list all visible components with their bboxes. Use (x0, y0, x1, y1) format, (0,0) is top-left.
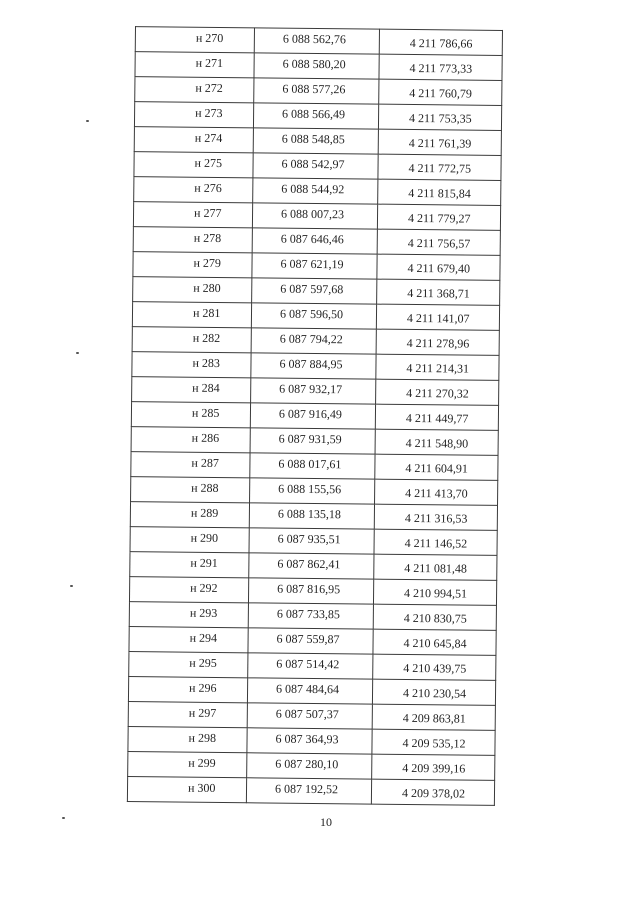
x-coordinate-cell (249, 503, 374, 529)
x-coordinate-text: 6 088 548,85 (281, 131, 345, 147)
x-coordinate-cell (253, 128, 378, 154)
y-coordinate-cell (372, 754, 495, 780)
x-coordinate-cell (247, 753, 372, 779)
x-coordinate-text: 6 087 514,42 (276, 656, 340, 672)
y-coordinate-text: 4 211 679,40 (407, 260, 471, 276)
x-coordinate-cell (253, 103, 378, 129)
x-coordinate-text: 6 088 577,26 (282, 81, 346, 97)
point-id-cell (131, 477, 250, 503)
point-id-cell (130, 552, 249, 578)
point-id-cell (128, 702, 247, 728)
x-coordinate-text: 6 087 597,68 (280, 281, 344, 297)
table-row (129, 652, 496, 681)
scan-speck (76, 352, 79, 354)
point-id-text: н 270 (195, 30, 224, 46)
x-coordinate-cell (254, 78, 379, 104)
point-id-text: н 281 (192, 305, 221, 321)
coordinates-table-wrapper (127, 26, 499, 806)
x-coordinate-text: 6 087 931,59 (278, 431, 342, 447)
point-id-text: н 292 (190, 580, 218, 595)
y-coordinate-text: 4 210 994,51 (404, 585, 468, 601)
y-coordinate-cell (372, 704, 495, 730)
y-coordinate-cell (379, 54, 502, 80)
y-coordinate-cell (376, 304, 499, 330)
y-coordinate-text: 4 211 772,75 (408, 160, 472, 176)
point-id-cell (130, 502, 249, 528)
y-coordinate-cell (376, 354, 499, 380)
y-coordinate-text: 4 211 815,84 (408, 185, 471, 201)
table-row (130, 552, 497, 581)
table-row (134, 127, 501, 156)
x-coordinate-cell (248, 603, 373, 629)
point-id-text: н 290 (190, 530, 219, 545)
table-row (131, 427, 498, 456)
point-id-cell (128, 727, 247, 753)
x-coordinate-text: 6 088 135,18 (277, 506, 341, 522)
x-coordinate-text: 6 087 559,87 (276, 631, 340, 647)
y-coordinate-text: 4 209 399,16 (402, 760, 466, 776)
point-id-text: н 284 (192, 380, 220, 395)
table-row (133, 227, 500, 256)
x-coordinate-text: 6 087 932,17 (279, 381, 343, 397)
x-coordinate-cell (250, 403, 375, 429)
y-coordinate-cell (374, 504, 497, 530)
point-id-cell (133, 227, 252, 253)
point-id-text: н 276 (194, 180, 222, 196)
page-number: 10 (320, 815, 332, 829)
x-coordinate-text: 6 087 935,51 (277, 531, 341, 547)
table-row (129, 627, 496, 656)
y-coordinate-cell (372, 679, 495, 705)
y-coordinate-text: 4 211 316,53 (404, 510, 468, 526)
table-row (130, 527, 497, 556)
x-coordinate-cell (247, 728, 372, 754)
x-coordinate-cell (247, 678, 372, 704)
y-coordinate-text: 4 211 761,39 (408, 135, 472, 151)
x-coordinate-cell (246, 778, 371, 804)
point-id-text: н 277 (193, 205, 222, 221)
x-coordinate-text: 6 087 884,95 (279, 356, 343, 372)
x-coordinate-text: 6 087 484,64 (276, 681, 340, 697)
x-coordinate-text: 6 087 507,37 (275, 706, 339, 722)
y-coordinate-cell (376, 329, 499, 355)
y-coordinate-text: 4 209 378,02 (401, 785, 466, 801)
x-coordinate-text: 6 087 192,52 (274, 781, 339, 797)
y-coordinate-text: 4 211 141,07 (406, 310, 470, 326)
y-coordinate-cell (372, 729, 495, 755)
point-id-cell (128, 752, 247, 778)
point-id-text: н 291 (190, 555, 218, 570)
x-coordinate-text: 6 088 155,56 (278, 481, 342, 497)
x-coordinate-text: 6 088 542,97 (281, 156, 345, 172)
x-coordinate-cell (248, 653, 373, 679)
point-id-text: н 293 (189, 605, 218, 620)
point-id-cell (129, 627, 248, 653)
table-row (134, 102, 501, 131)
x-coordinate-cell (249, 553, 374, 579)
x-coordinate-cell (251, 328, 376, 354)
y-coordinate-text: 4 210 645,84 (403, 635, 467, 651)
point-id-text: н 289 (190, 505, 219, 520)
table-row (128, 702, 495, 731)
table-row (129, 602, 496, 631)
point-id-cell (129, 602, 248, 628)
point-id-cell (135, 27, 254, 53)
x-coordinate-text: 6 087 862,41 (277, 556, 341, 572)
x-coordinate-text: 6 088 566,49 (282, 106, 346, 122)
y-coordinate-cell (378, 129, 501, 155)
x-coordinate-text: 6 088 580,20 (282, 56, 346, 72)
point-id-text: н 287 (191, 455, 219, 470)
x-coordinate-cell (252, 203, 377, 229)
y-coordinate-text: 4 211 760,79 (409, 85, 472, 101)
point-id-cell (135, 77, 254, 103)
table-row (132, 377, 499, 406)
table-row (130, 502, 497, 531)
y-coordinate-cell (379, 79, 502, 105)
point-id-text: н 279 (193, 255, 222, 271)
y-coordinate-text: 4 211 081,48 (404, 560, 467, 576)
point-id-text: н 286 (191, 430, 220, 445)
point-id-cell (133, 202, 252, 228)
table-row (135, 27, 502, 56)
table-row (134, 177, 501, 206)
x-coordinate-text: 6 088 562,76 (282, 31, 346, 47)
y-coordinate-cell (375, 454, 498, 480)
point-id-text: н 271 (195, 55, 224, 71)
x-coordinate-text: 6 087 646,46 (280, 231, 344, 247)
point-id-cell (132, 352, 251, 378)
point-id-text: н 272 (195, 80, 223, 96)
y-coordinate-text: 4 211 756,57 (407, 235, 471, 251)
x-coordinate-cell (248, 578, 373, 604)
point-id-text: н 274 (194, 130, 223, 146)
x-coordinate-cell (253, 153, 378, 179)
y-coordinate-text: 4 211 786,66 (409, 35, 473, 51)
point-id-text: н 280 (193, 280, 221, 296)
table-row (128, 677, 495, 706)
x-coordinate-text: 6 088 017,61 (278, 456, 342, 472)
y-coordinate-cell (375, 479, 498, 505)
scan-speck (62, 817, 65, 819)
point-id-cell (134, 177, 253, 203)
table-row (131, 452, 498, 481)
y-coordinate-cell (376, 379, 499, 405)
point-id-text: н 296 (189, 680, 217, 695)
coordinates-table-body (127, 27, 502, 806)
y-coordinate-text: 4 211 146,52 (404, 535, 468, 551)
point-id-text: н 297 (188, 705, 217, 720)
x-coordinate-cell (252, 228, 377, 254)
table-row (132, 302, 499, 331)
y-coordinate-text: 4 211 278,96 (406, 335, 470, 351)
x-coordinate-text: 6 087 280,10 (275, 756, 339, 772)
y-coordinate-cell (377, 229, 500, 255)
table-row (129, 577, 496, 606)
point-id-cell (132, 377, 251, 403)
point-id-text: н 300 (187, 780, 216, 795)
point-id-cell (130, 527, 249, 553)
point-id-text: н 288 (191, 480, 219, 495)
y-coordinate-cell (379, 29, 502, 55)
table-row (128, 752, 495, 781)
scan-speck (70, 585, 73, 587)
y-coordinate-cell (373, 579, 496, 605)
y-coordinate-text: 4 209 863,81 (402, 710, 466, 726)
y-coordinate-text: 4 210 230,54 (402, 685, 467, 701)
table-row (133, 252, 500, 281)
point-id-cell (131, 427, 250, 453)
y-coordinate-text: 4 211 413,70 (405, 485, 468, 501)
point-id-cell (134, 152, 253, 178)
table-row (131, 402, 498, 431)
x-coordinate-cell (247, 703, 372, 729)
y-coordinate-text: 4 211 779,27 (407, 210, 471, 226)
x-coordinate-cell (251, 353, 376, 379)
scan-speck (86, 120, 89, 122)
table-row (133, 277, 500, 306)
table-row (131, 477, 498, 506)
y-coordinate-cell (378, 104, 501, 130)
point-id-text: н 283 (192, 355, 220, 371)
x-coordinate-cell (252, 278, 377, 304)
point-id-cell (131, 452, 250, 478)
x-coordinate-cell (249, 528, 374, 554)
y-coordinate-text: 4 211 270,32 (406, 385, 469, 401)
x-coordinate-cell (248, 628, 373, 654)
point-id-cell (129, 577, 248, 603)
y-coordinate-text: 4 211 368,71 (407, 285, 470, 301)
y-coordinate-text: 4 211 604,91 (405, 460, 469, 476)
y-coordinate-cell (375, 429, 498, 455)
y-coordinate-cell (378, 179, 501, 205)
y-coordinate-cell (377, 204, 500, 230)
point-id-cell (127, 777, 246, 803)
x-coordinate-text: 6 088 544,92 (281, 181, 345, 197)
point-id-cell (132, 302, 251, 328)
table-row (133, 202, 500, 231)
y-coordinate-text: 4 211 753,35 (408, 110, 472, 126)
y-coordinate-cell (375, 404, 498, 430)
y-coordinate-text: 4 209 535,12 (402, 735, 466, 751)
coordinates-table (127, 26, 503, 806)
point-id-text: н 278 (193, 230, 222, 246)
table-row (128, 727, 495, 756)
y-coordinate-text: 4 211 773,33 (409, 60, 473, 76)
table-row (135, 52, 502, 81)
point-id-text: н 299 (188, 755, 216, 770)
point-id-text: н 294 (189, 630, 218, 645)
table-row (135, 77, 502, 106)
y-coordinate-cell (374, 529, 497, 555)
y-coordinate-cell (374, 554, 497, 580)
x-coordinate-cell (251, 378, 376, 404)
point-id-cell (131, 402, 250, 428)
table-row (132, 327, 499, 356)
x-coordinate-text: 6 087 794,22 (279, 331, 343, 347)
point-id-text: н 298 (188, 730, 217, 745)
point-id-text: н 275 (194, 155, 223, 171)
x-coordinate-cell (250, 478, 375, 504)
x-coordinate-cell (251, 303, 376, 329)
point-id-cell (133, 252, 252, 278)
point-id-cell (134, 127, 253, 153)
point-id-cell (135, 52, 254, 78)
point-id-text: н 285 (191, 405, 220, 420)
x-coordinate-cell (254, 28, 379, 54)
x-coordinate-text: 6 087 596,50 (279, 306, 344, 322)
point-id-text: н 282 (192, 330, 221, 346)
point-id-cell (134, 102, 253, 128)
table-row (127, 777, 494, 806)
point-id-cell (128, 677, 247, 703)
x-coordinate-text: 6 087 621,19 (280, 256, 344, 272)
x-coordinate-cell (252, 253, 377, 279)
y-coordinate-cell (373, 629, 496, 655)
y-coordinate-cell (371, 779, 494, 805)
x-coordinate-cell (250, 428, 375, 454)
x-coordinate-text: 6 087 733,85 (276, 606, 340, 622)
y-coordinate-cell (378, 154, 501, 180)
x-coordinate-text: 6 087 364,93 (275, 731, 339, 747)
y-coordinate-text: 4 211 548,90 (405, 435, 469, 451)
y-coordinate-cell (373, 604, 496, 630)
point-id-text: н 295 (189, 655, 217, 670)
x-coordinate-text: 6 087 916,49 (278, 406, 343, 422)
x-coordinate-cell (254, 53, 379, 79)
y-coordinate-text: 4 211 449,77 (405, 410, 469, 426)
y-coordinate-cell (377, 279, 500, 305)
y-coordinate-cell (377, 254, 500, 280)
point-id-cell (129, 652, 248, 678)
x-coordinate-text: 6 087 816,95 (277, 581, 341, 597)
point-id-text: н 273 (195, 105, 223, 121)
y-coordinate-text: 4 210 830,75 (403, 610, 467, 626)
x-coordinate-cell (250, 453, 375, 479)
x-coordinate-cell (253, 178, 378, 204)
point-id-cell (132, 327, 251, 353)
table-row (132, 352, 499, 381)
table-row (134, 152, 501, 181)
y-coordinate-text: 4 210 439,75 (403, 660, 467, 676)
y-coordinate-cell (373, 654, 496, 680)
x-coordinate-text: 6 088 007,23 (280, 206, 345, 222)
point-id-cell (133, 277, 252, 303)
y-coordinate-text: 4 211 214,31 (406, 360, 470, 376)
